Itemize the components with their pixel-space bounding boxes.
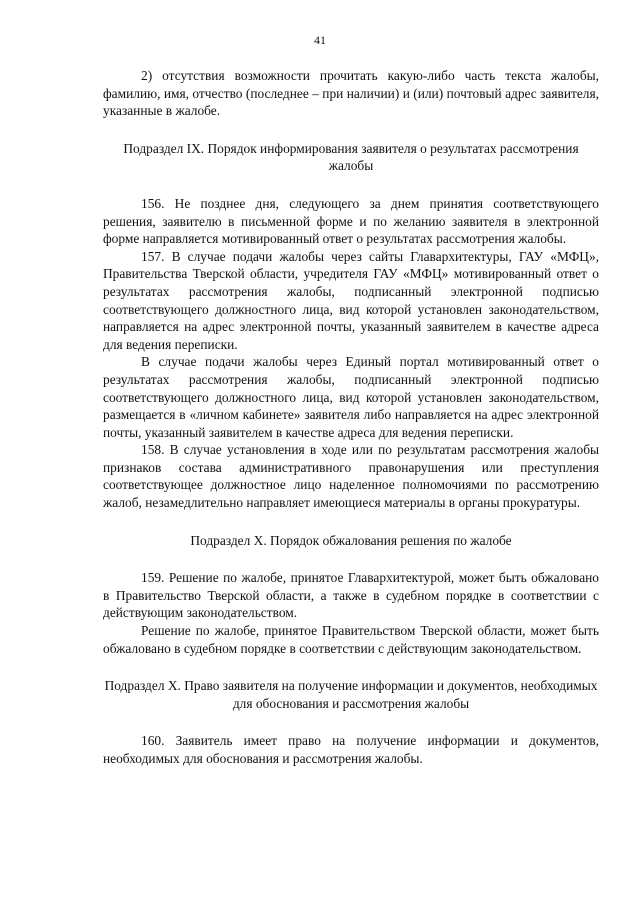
paragraph-156: 156. Не позднее дня, следующего за днем принятия соответствующего решения, заявителю в письменной форме и по желанию заявителя в электронной форме направляется мотивированный ответ о результатах рассмотрения жалобы. xyxy=(103,195,599,247)
section-heading-ix: Подраздел IX. Порядок информирования заявителя о результатах рассмотрения жалобы xyxy=(123,140,579,174)
paragraph-160: 160. Заявитель имеет право на получение информации и документов, необходимых для обоснования и рассмотрения жалобы. xyxy=(103,733,599,766)
paragraph-157: 157. В случае подачи жалобы через сайты Главархитектуры, ГАУ «МФЦ», Правительства Тверской области, учредителя ГАУ «МФЦ» мотивированный ответ о результатах рассмотрения жалобы, подписанный электронной подписью соответствующего должностного лица, вид которой установлен законодательством, направляется на адрес электронной почты, указанный заявителем в качестве адреса для ведения переписки. xyxy=(103,248,599,352)
section-heading-x-rights: Подраздел X. Право заявителя на получение информации и документов, необходимых для обоснования и рассмотрения жалобы xyxy=(104,678,598,711)
paragraph-159: 159. Решение по жалобе, принятое Главархитектурой, может быть обжаловано в Правительство Тверской области, а также в судебном порядке в соответствии с действующим законодательством. xyxy=(103,570,599,621)
page-number: 41 xyxy=(314,33,326,47)
paragraph-item-2: 2) отсутствия возможности прочитать какую-либо часть текста жалобы, фамилию, имя, отчество (последнее – при наличии) и (или) почтовый адрес заявителя, указанные в жалобе. xyxy=(103,68,599,119)
paragraph-159-government: Решение по жалобе, принятое Правительством Тверской области, может быть обжаловано в судебном порядке в соответствии с действующим законодательством. xyxy=(103,623,599,656)
document-body xyxy=(103,67,599,768)
paragraph-157-portal: В случае подачи жалобы через Единый портал мотивированный ответ о результатах рассмотрения жалобы, подписанный электронной подписью соответствующего должностного лица, вид которой установлен законодательством, размещается в «личном кабинете» заявителя либо направляется на адрес электронной почты, указанный заявителем в качестве адреса для ведения переписки. xyxy=(103,354,599,440)
section-heading-x-appeal: Подраздел X. Порядок обжалования решения по жалобе xyxy=(190,532,512,548)
paragraph-158: 158. В случае установления в ходе или по результатам рассмотрения жалобы признаков состава административного правонарушения или преступления соответствующее должностное лицо наделенное полномочиями по рассмотрению жалоб, незамедлительно направляет имеющиеся материалы в органы прокуратуры. xyxy=(103,442,599,511)
